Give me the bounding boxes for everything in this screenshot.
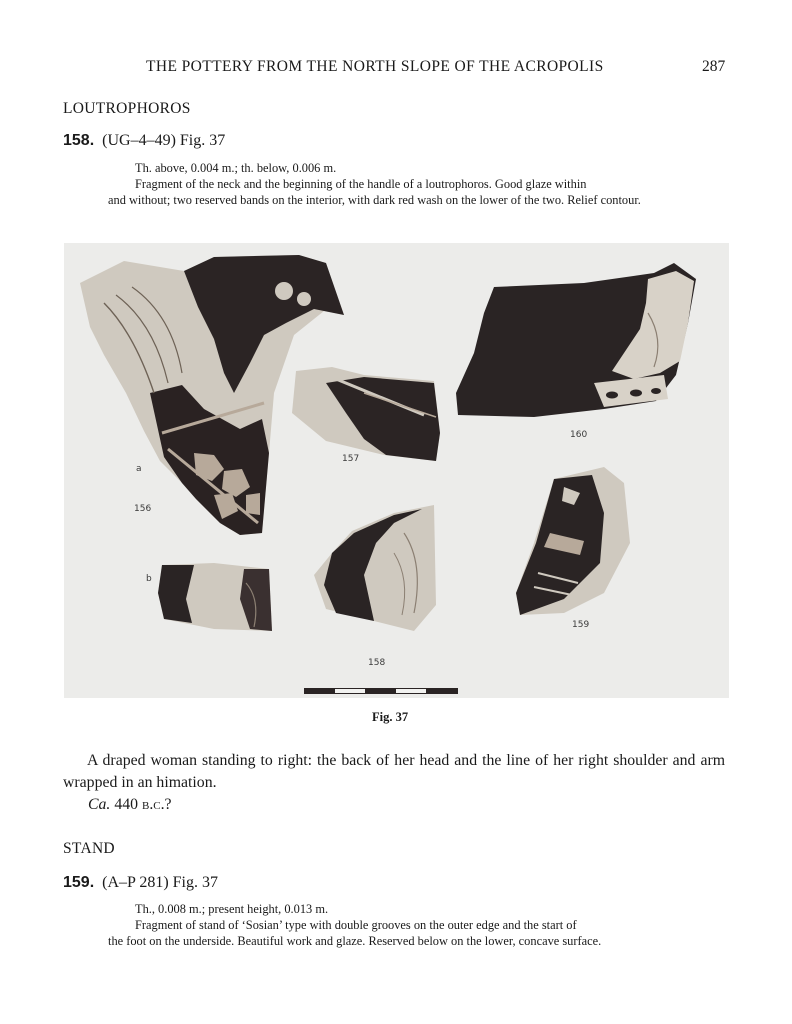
entry-159-description-first: Fragment of stand of ‘Sosian’ type with double grooves on the outer edge and the start of: [135, 918, 577, 932]
entry-159-ref: (A–P 281) Fig. 37: [102, 874, 218, 891]
figure-37-photo: [64, 243, 729, 698]
entry-158-dimensions: Th. above, 0.004 m.; th. below, 0.006 m.: [135, 161, 337, 175]
running-title: THE POTTERY FROM THE NORTH SLOPE OF THE ACROPOLIS: [146, 58, 604, 75]
plate-label-160: 160: [570, 430, 588, 440]
plate-label-a: a: [136, 464, 142, 474]
fragment-158: [314, 505, 436, 631]
plate-label-b: b: [146, 574, 152, 584]
entry-158-ref: (UG–4–49) Fig. 37: [102, 132, 226, 149]
figure-37-plate: [64, 243, 729, 698]
entry-158-date-ca: Ca.: [88, 796, 111, 813]
page-number: 287: [702, 58, 726, 75]
section-heading-loutrophoros: LOUTROPHOROS: [63, 100, 191, 117]
entry-159-heading: [63, 874, 218, 892]
plate-label-157: 157: [342, 454, 360, 464]
scale-bar: [304, 688, 458, 694]
entry-159-description-rest: the foot on the underside. Beautiful work and glaze. Reserved below on the lower, concave surface.: [108, 934, 602, 948]
plate-label-158: 158: [368, 658, 386, 668]
entry-158-description-first: Fragment of the neck and the beginning of the handle of a loutrophoros. Good glaze within: [135, 177, 587, 191]
figure-caption: Fig. 37: [372, 710, 409, 724]
fragment-159: [516, 467, 630, 615]
fragment-156b: [158, 563, 272, 631]
entry-159-dimensions: Th., 0.008 m.; present height, 0.013 m.: [135, 902, 329, 916]
plate-label-159: 159: [572, 620, 590, 630]
entry-158-description-rest: and without; two reserved bands on the interior, with dark red wash on the lower of the two. Relief contour.: [108, 193, 641, 207]
entry-158-heading: [63, 132, 225, 150]
entry-158-date-value: 440 b.c.?: [110, 796, 172, 813]
entry-158-commentary: A draped woman standing to right: the back of her head and the line of her right shoulder and arm wrapped in an himation.: [63, 752, 725, 791]
fragment-157: [292, 367, 440, 461]
section-heading-stand: STAND: [63, 840, 115, 857]
entry-158-date: [88, 796, 172, 814]
plate-label-156: 156: [134, 504, 152, 514]
fragment-160: [456, 263, 696, 417]
entry-159-number: 159.: [63, 874, 95, 891]
entry-158-number: 158.: [63, 132, 95, 149]
